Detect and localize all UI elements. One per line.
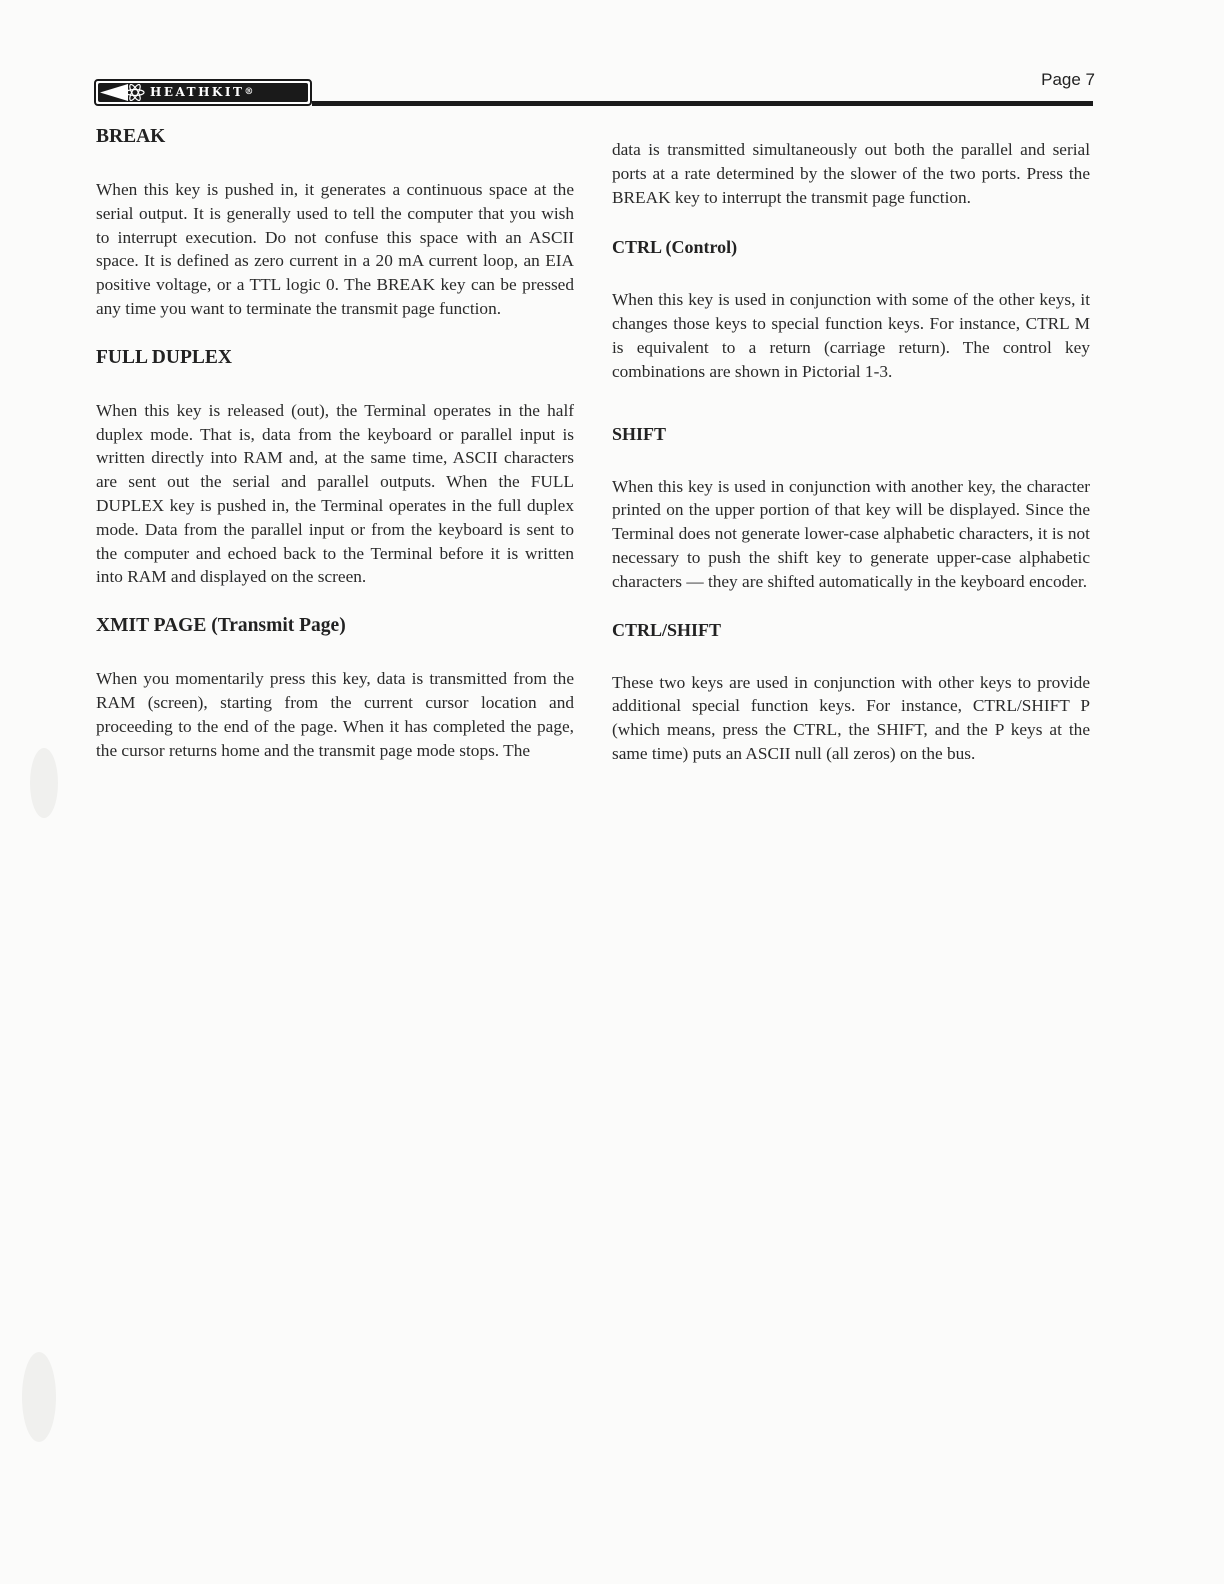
header-rule (312, 101, 1093, 106)
paper-mark (22, 1352, 56, 1442)
section-body-break: When this key is pushed in, it generates a continuous space at the serial output. It is generally used to tell the computer that you wish to interrupt execution. Do not confuse this space with an ASCII space. It is defined as zero current in a 20 mA current loop, an EIA positive voltage, or a TTL logic 0. The BREAK key can be pressed any time you want to terminate the transmit page function. (96, 180, 574, 318)
section-body-shift: When this key is used in conjunction with another key, the character printed on the upper portion of that key will be displayed. Since the Terminal does not generate lower-case alphabetic characters, it is not necessary to push the shift key to generate upper-case alphabetic characters — they are shifted automatically in the keyboard encoder. (612, 476, 1090, 591)
left-column (96, 126, 574, 762)
section-body-ctrl: When this key is used in conjunction with some of the other keys, it changes those keys to special function keys. For instance, CTRL M is equivalent to a return (carriage return). The control key combinations are shown in Pictorial 1-3. (612, 290, 1090, 381)
atom-icon (124, 84, 146, 101)
section-heading-ctrl-shift: CTRL/SHIFT (612, 619, 722, 640)
right-column (612, 138, 1090, 766)
paper-mark (30, 748, 58, 818)
heathkit-logo (94, 79, 312, 106)
logo-wordmark: HEATHKIT® (150, 85, 254, 99)
section-body-ctrl-shift: These two keys are used in conjunction with other keys to provide additional special function keys. For instance, CTRL/SHIFT P (which means, press the CTRL, the SHIFT, and the P keys at the same time) puts an ASCII null (all zeros) on the bus. (612, 672, 1090, 763)
section-heading-shift: SHIFT (612, 423, 667, 444)
section-heading-full-duplex: FULL DUPLEX (96, 346, 232, 368)
page-number: Page 7 (1041, 70, 1095, 89)
section-body-full-duplex: When this key is released (out), the Terminal operates in the half duplex mode. That is, data from the keyboard or parallel input is written directly into RAM and, at the same time, ASCII characters are sent out the serial and parallel outputs. When the FULL DUPLEX key is pushed in, the Terminal operates in the full duplex mode. Data from the parallel input or from the keyboard is sent to the computer and echoed back to the Terminal before it is written into RAM and displayed on the screen. (96, 400, 574, 587)
continuation-paragraph: data is transmitted simultaneously out both the parallel and serial ports at a rate determined by the slower of the two ports. Press the BREAK key to interrupt the transmit page function. (612, 140, 1090, 207)
section-heading-ctrl: CTRL (Control) (612, 237, 738, 258)
section-heading-xmit-page: XMIT PAGE (Transmit Page) (96, 615, 346, 637)
section-heading-break: BREAK (96, 126, 166, 147)
section-body-xmit-page: When you momentarily press this key, data is transmitted from the RAM (screen), starting from the current cursor location and proceeding to the end of the page. When it has completed the page, the cursor returns home and the transmit page mode stops. The (96, 669, 574, 760)
